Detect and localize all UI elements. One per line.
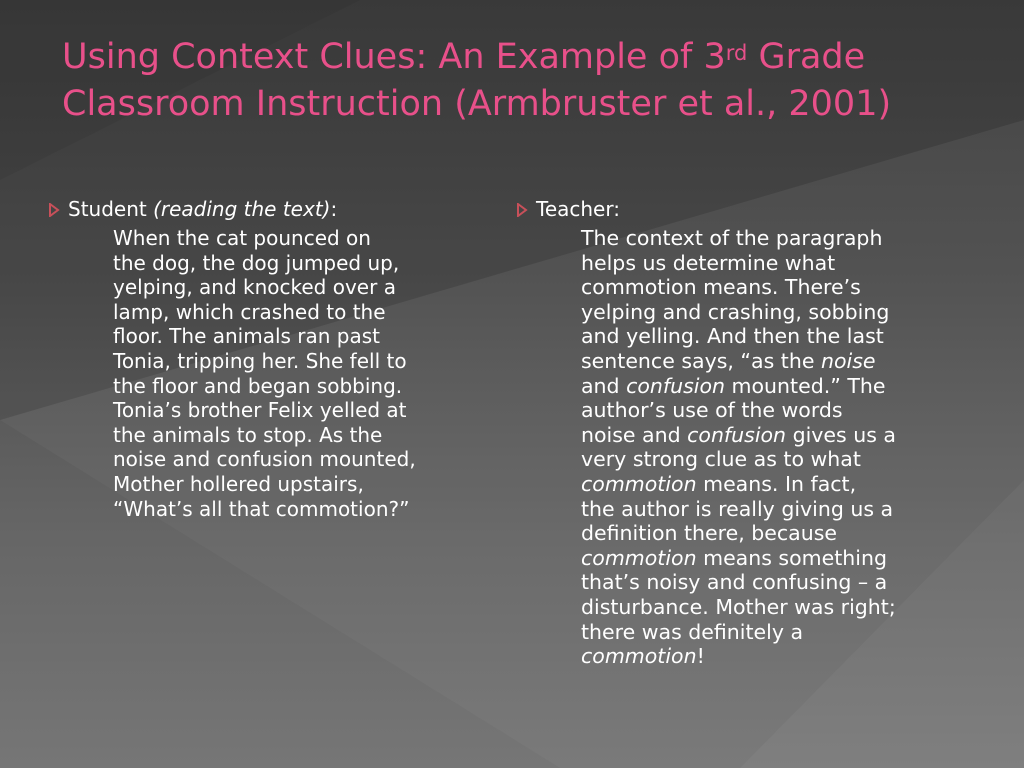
student-label: Student (reading the text): <box>68 197 338 221</box>
title-rest: Grade Classroom Instruction (Armbruster et al., 2001) <box>62 37 892 124</box>
teacher-column <box>536 196 976 669</box>
title-superscript: rd <box>725 41 748 65</box>
teacher-label: Teacher: <box>536 197 620 221</box>
bullet-arrow-icon <box>48 203 60 217</box>
title-main: Using Context Clues: An Example of 3 <box>62 37 726 77</box>
bullet-arrow-icon <box>516 203 528 217</box>
teacher-text: The context of the paragraph helps us determine what commotion means. There’s yelping and crashing, sobbing and yelling. And then the last sentence says, “as the noise and confusion mounted.” The author’s use of the words noise and confusion gives us a very strong clue as to what commotion means. In fact, the author is really giving us a definition there, because commotion means something that’s noisy and confusing – a disturbance. Mother was right; there was definitely a commotion! <box>581 226 896 669</box>
slide-title <box>62 34 1012 128</box>
student-text: When the cat pounced on the dog, the dog jumped up, yelping, and knocked over a lamp, which crashed to the floor. The animals ran past Tonia, tripping her. She fell to the floor and began sobbing. Tonia’s brother Felix yelled at the animals to stop. As the noise and confusion mounted, Mother hollered upstairs, “What’s all that commotion?” <box>113 226 416 521</box>
student-column <box>68 196 508 521</box>
student-label-italic: (reading the text) <box>153 197 331 221</box>
